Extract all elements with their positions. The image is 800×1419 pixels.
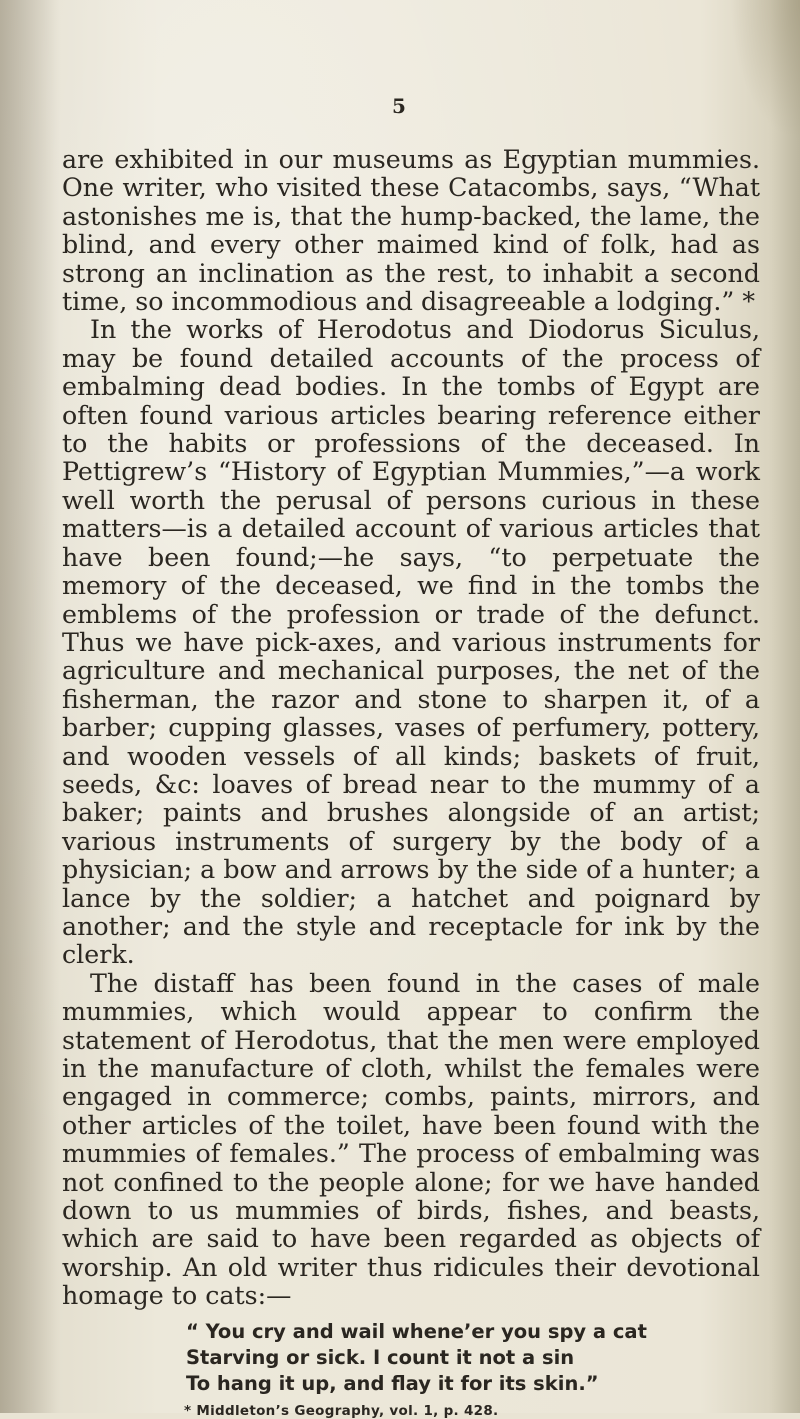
body-text xyxy=(62,146,760,1419)
verse-line: Starving or sick. I count it not a sin xyxy=(186,1345,575,1369)
page-corner-stain xyxy=(730,0,800,140)
page-gutter-shadow xyxy=(0,0,60,1413)
footnote: * Middleton’s Geography, vol. 1, p. 428. xyxy=(184,1402,499,1419)
verse-line: “ You cry and wail whene’er you spy a cat xyxy=(186,1319,647,1343)
verse-quotation xyxy=(186,1319,760,1397)
page-number: 5 xyxy=(392,94,407,118)
paragraph-catacombs: are exhibited in our museums as Egyptian mummies. One writer, who visited these Catacombs, says, “What astonishes me is, that the hump-backed, the lame, the blind, and every other maimed kind of folk, had as strong an inclination as the rest, to inhabit a second time, so incommodious and disagreeable a lodging.” * xyxy=(62,145,760,317)
paragraph-embalming-accounts: In the works of Herodotus and Diodorus Siculus, may be found detailed accounts of the process of embalming dead bodies. In the tombs of Egypt are often found various articles bearing reference either to the habits or professions of the deceased. In Pettigrew’s “History of Egyptian Mummies,”—a work well worth the perusal of persons curious in these matters—is a detailed account of various articles that have been found;—he says, “to perpetuate the memory of the deceased, we find in the tombs the emblems of the profession or trade of the defunct. Thus we have pick-axes, and various instruments for agriculture and mechanical purposes, the net of the fisherman, the razor and stone to sharpen it, of a barber; cupping glasses, vases of perfumery, pottery, and wooden vessels of all kinds; baskets of fruit, seeds, &c: loaves of bread near to the mummy of a baker; paints and brushes alongside of an artist; various instruments of surgery by the body of a physician; a bow and arrows by the side of a hunter; a lance by the soldier; a hatchet and poignard by another; and the style and receptacle for ink by the clerk. xyxy=(62,315,760,970)
verse-line: To hang it up, and flay it for its skin.” xyxy=(186,1371,599,1395)
paragraph-distaff: The distaff has been found in the cases of male mummies, which would appear to confirm the statement of Herodotus, that the men were employed in the manufacture of cloth, whilst the females were engaged in commerce; combs, paints, mirrors, and other articles of the toilet, have been found with the mummies of females.” The process of embalming was not confined to the people alone; for we have handed down to us mummies of birds, fishes, and beasts, which are said to have been regarded as objects of worship. An old writer thus ridicules their devotional homage to cats:— xyxy=(62,968,760,1311)
